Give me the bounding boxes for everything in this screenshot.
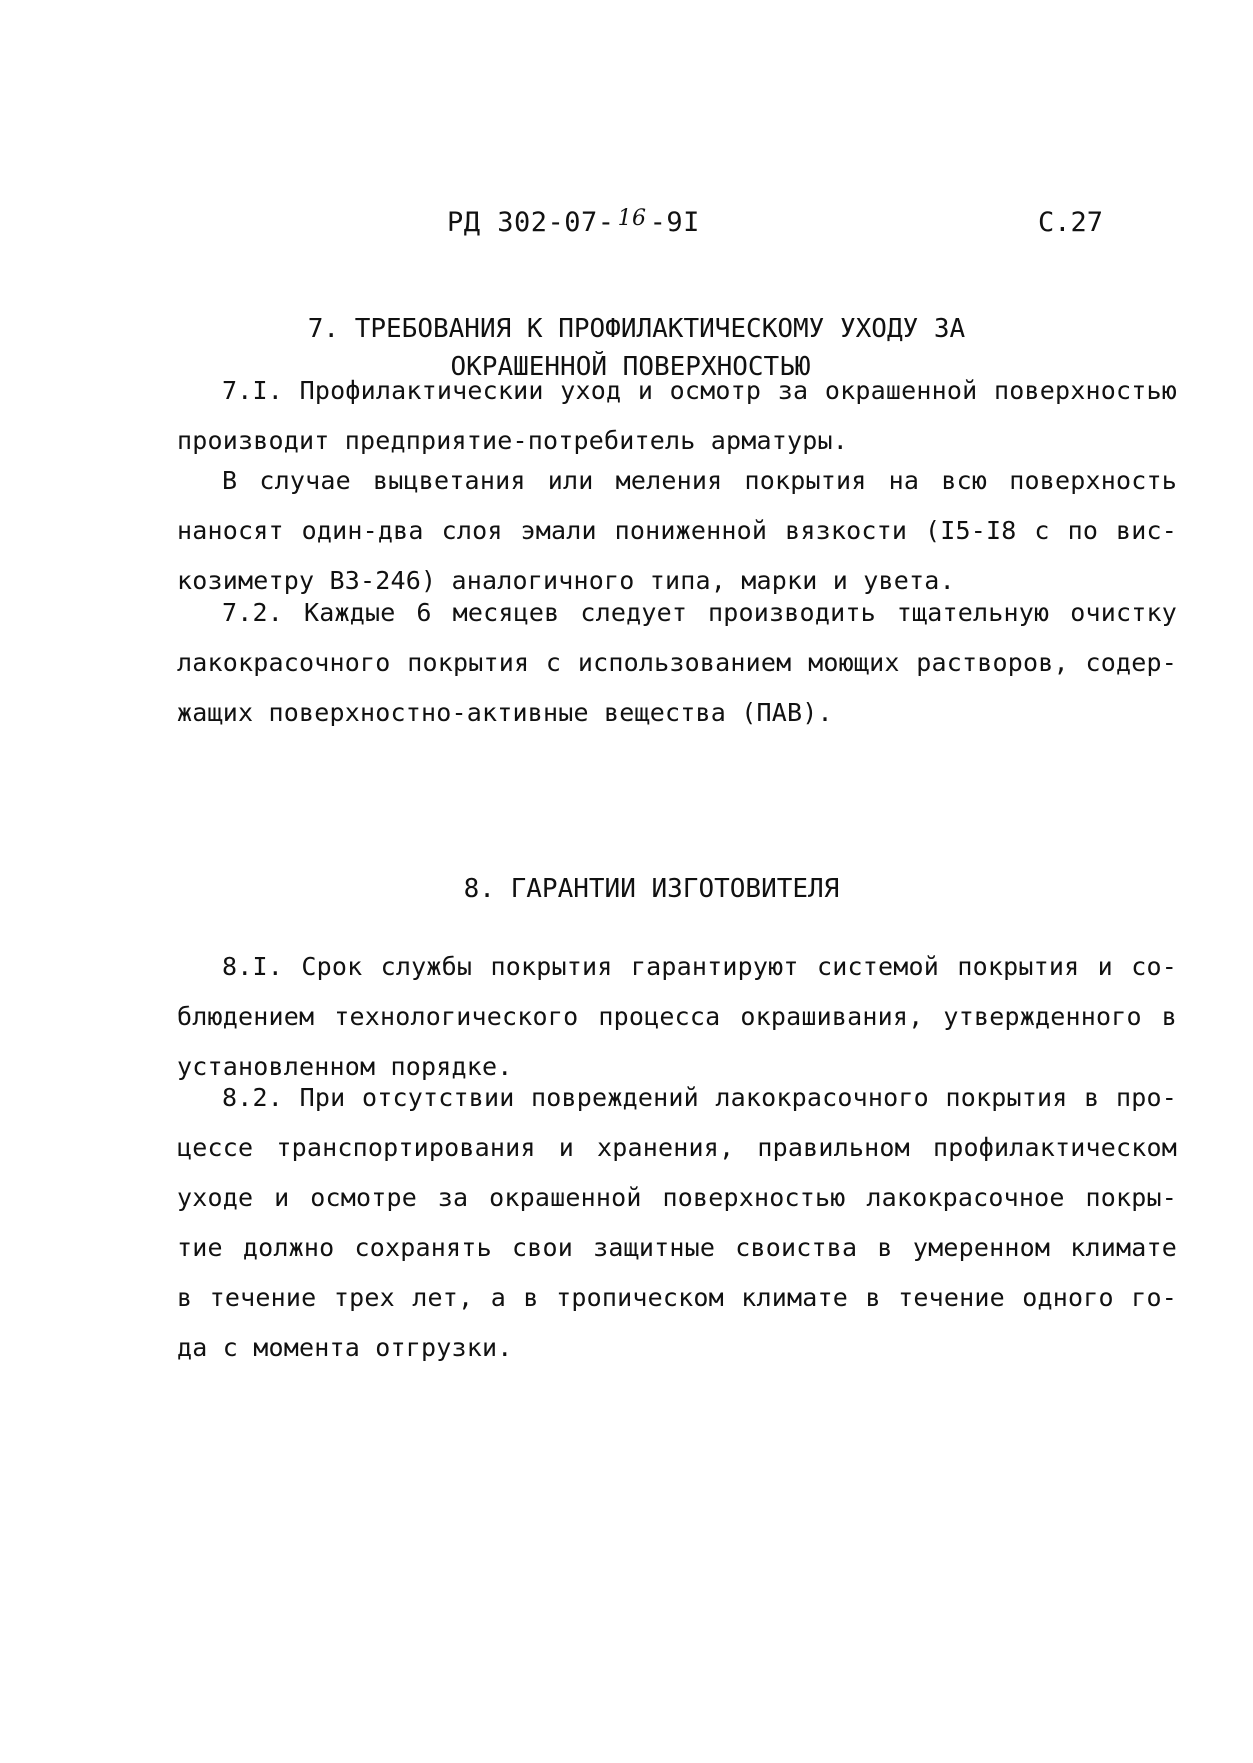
paragraph-fading bbox=[177, 456, 1177, 606]
clause-line: производит предприятие-потребитель арматуры. bbox=[177, 426, 849, 455]
section-8-title: 8. ГАРАНТИИ ИЗГОТОВИТЕЛЯ bbox=[463, 874, 840, 904]
clause-line: 8.2. При отсутствии повреждений лакокрасочного покрытия в про- bbox=[222, 1083, 1177, 1112]
clause-line: 7.I. Профилактическии уход и осмотр за окрашенной поверхностью bbox=[222, 376, 1177, 405]
clause-line: блюдением технологического процесса окрашивания, утвержденного в bbox=[177, 1002, 1177, 1031]
section-7-title-line-2: ОКРАШЕННОЙ ПОВЕРХНОСТЬЮ bbox=[450, 352, 811, 382]
clause-line: жащих поверхностно-активные вещества (ПАВ). bbox=[177, 698, 833, 727]
clause-line: установленном порядке. bbox=[177, 1052, 513, 1081]
document-number-suffix: -9I bbox=[649, 207, 700, 238]
clause-line: да с момента отгрузки. bbox=[177, 1333, 513, 1362]
section-7-title-line-1: 7. ТРЕБОВАНИЯ К ПРОФИЛАКТИЧЕСКОМУ УХОДУ ЗА bbox=[307, 314, 966, 344]
clause-line: В случае выцветания или меления покрытия на всю поверхность bbox=[222, 466, 1177, 495]
clause-8-2 bbox=[177, 1073, 1177, 1373]
clause-line: 7.2. Каждые 6 месяцев следует производить тщательную очистку bbox=[222, 598, 1177, 627]
clause-7-2 bbox=[177, 588, 1177, 738]
document-number-prefix: РД 302-07- bbox=[447, 207, 615, 238]
clause-line: наносят один-два слоя эмали пониженной вязкости (I5-I8 с по вис- bbox=[177, 516, 1177, 545]
clause-7-1 bbox=[177, 366, 1177, 466]
clause-line: цессе транспортирования и хранения, правильном профилактическом bbox=[177, 1133, 1177, 1162]
clause-line: уходе и осмотре за окрашенной поверхностью лакокрасочное покры- bbox=[177, 1183, 1177, 1212]
clause-line: тие должно сохранять свои защитные своиства в умеренном климате bbox=[177, 1233, 1177, 1262]
handwritten-document-number: 16 bbox=[617, 206, 647, 231]
document-number bbox=[447, 207, 700, 238]
page-number: С.27 bbox=[1037, 207, 1103, 238]
clause-line: козиметру ВЗ-246) аналогичного типа, марки и увета. bbox=[177, 566, 955, 595]
clause-line: лакокрасочного покрытия с использованием моющих растворов, содер- bbox=[177, 648, 1177, 677]
clause-line: 8.I. Срок службы покрытия гарантируют системой покрытия и со- bbox=[222, 952, 1177, 981]
clause-8-1 bbox=[177, 942, 1177, 1092]
clause-line: в течение трех лет, а в тропическом климате в течение одного го- bbox=[177, 1283, 1177, 1312]
